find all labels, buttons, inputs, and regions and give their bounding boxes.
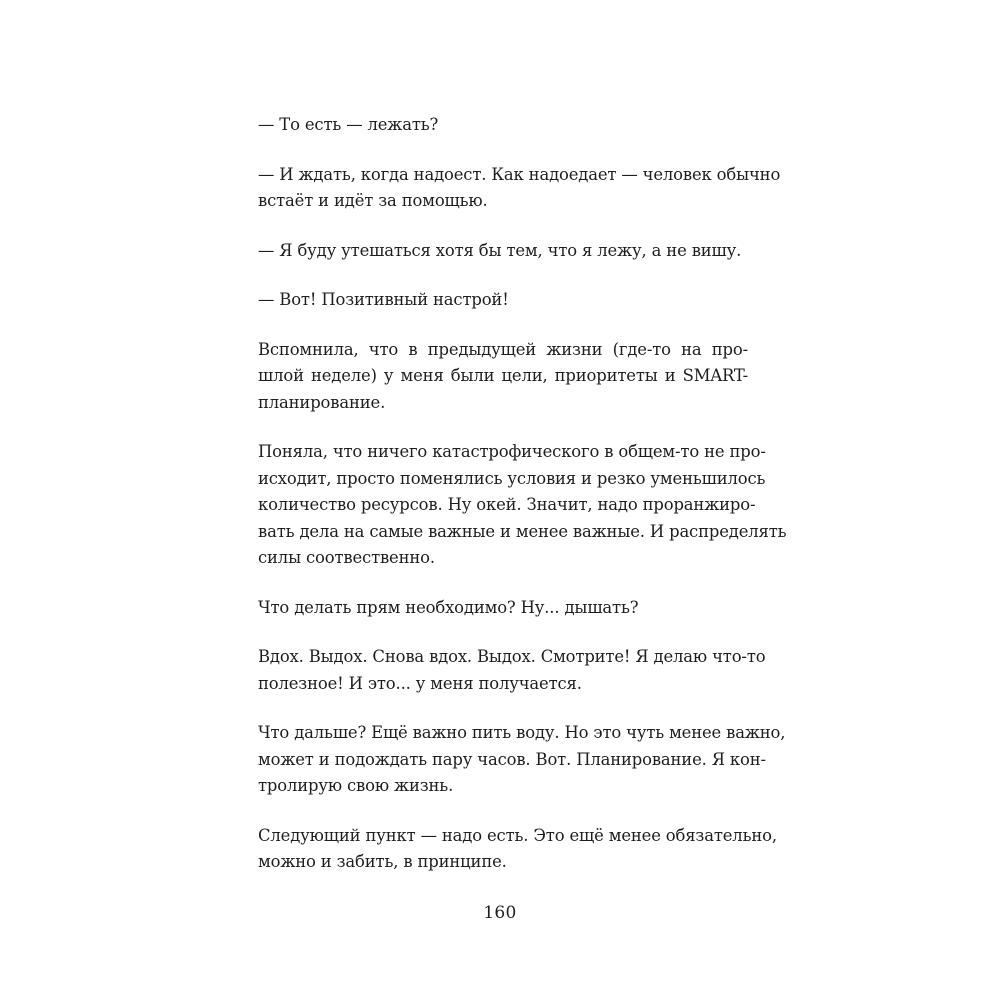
text-line: Что делать прям необходимо? Ну... дышать?	[258, 597, 639, 617]
narrative-paragraph	[258, 337, 748, 417]
text-line: Вдох. Выдох. Снова вдох. Выдох. Смотрите! Я делаю что-то	[258, 647, 766, 666]
text-line: силы соотвественно.	[258, 548, 435, 567]
text-line: — Вот! Позитивный настрой!	[258, 290, 509, 309]
dialogue-paragraph	[258, 287, 748, 314]
text-line: Вспомнила, что в предыдущей жизни (где-то на про-	[258, 339, 748, 359]
dialogue-paragraph	[258, 162, 781, 215]
text-line: полезное! И это... у меня получается.	[258, 673, 582, 693]
narrative-paragraph	[258, 823, 777, 876]
narrative-paragraph	[258, 439, 787, 572]
text-line: можно и забить, в принципе.	[258, 852, 507, 871]
narrative-paragraph	[258, 644, 766, 697]
narrative-paragraph	[258, 595, 748, 622]
text-line: Следующий пункт — надо есть. Это ещё менее обязательно,	[258, 825, 777, 845]
page-number: 160	[483, 903, 517, 923]
text-line: — То есть — лежать?	[258, 115, 439, 134]
text-line: Что дальше? Ещё важно пить воду. Но это чуть менее важно,	[258, 723, 786, 742]
text-line: планирование.	[258, 392, 386, 412]
text-line: исходит, просто поменялись условия и резко уменьшилось	[258, 468, 766, 488]
text-line: встаёт и идёт за помощью.	[258, 191, 488, 210]
body-text	[258, 112, 787, 899]
text-line: — И ждать, когда надоест. Как надоедает — человек обычно	[258, 164, 781, 184]
dialogue-paragraph	[258, 112, 748, 139]
dialogue-paragraph	[258, 238, 748, 265]
text-line: — Я буду утешаться хотя бы тем, что я лежу, а не вишу.	[258, 240, 742, 260]
text-line: количество ресурсов. Ну окей. Значит, надо проранжиро-	[258, 495, 756, 514]
text-line: тролирую свою жизнь.	[258, 776, 454, 795]
text-line: Поняла, что ничего катастрофического в общем-то не про-	[258, 442, 766, 461]
text-line: шлой неделе) у меня были цели, приоритеты и SMART-	[258, 366, 748, 385]
narrative-paragraph	[258, 720, 786, 800]
text-line: может и подождать пару часов. Вот. Планирование. Я кон-	[258, 749, 766, 769]
text-line: вать дела на самые важные и менее важные. И распределять	[258, 521, 787, 541]
